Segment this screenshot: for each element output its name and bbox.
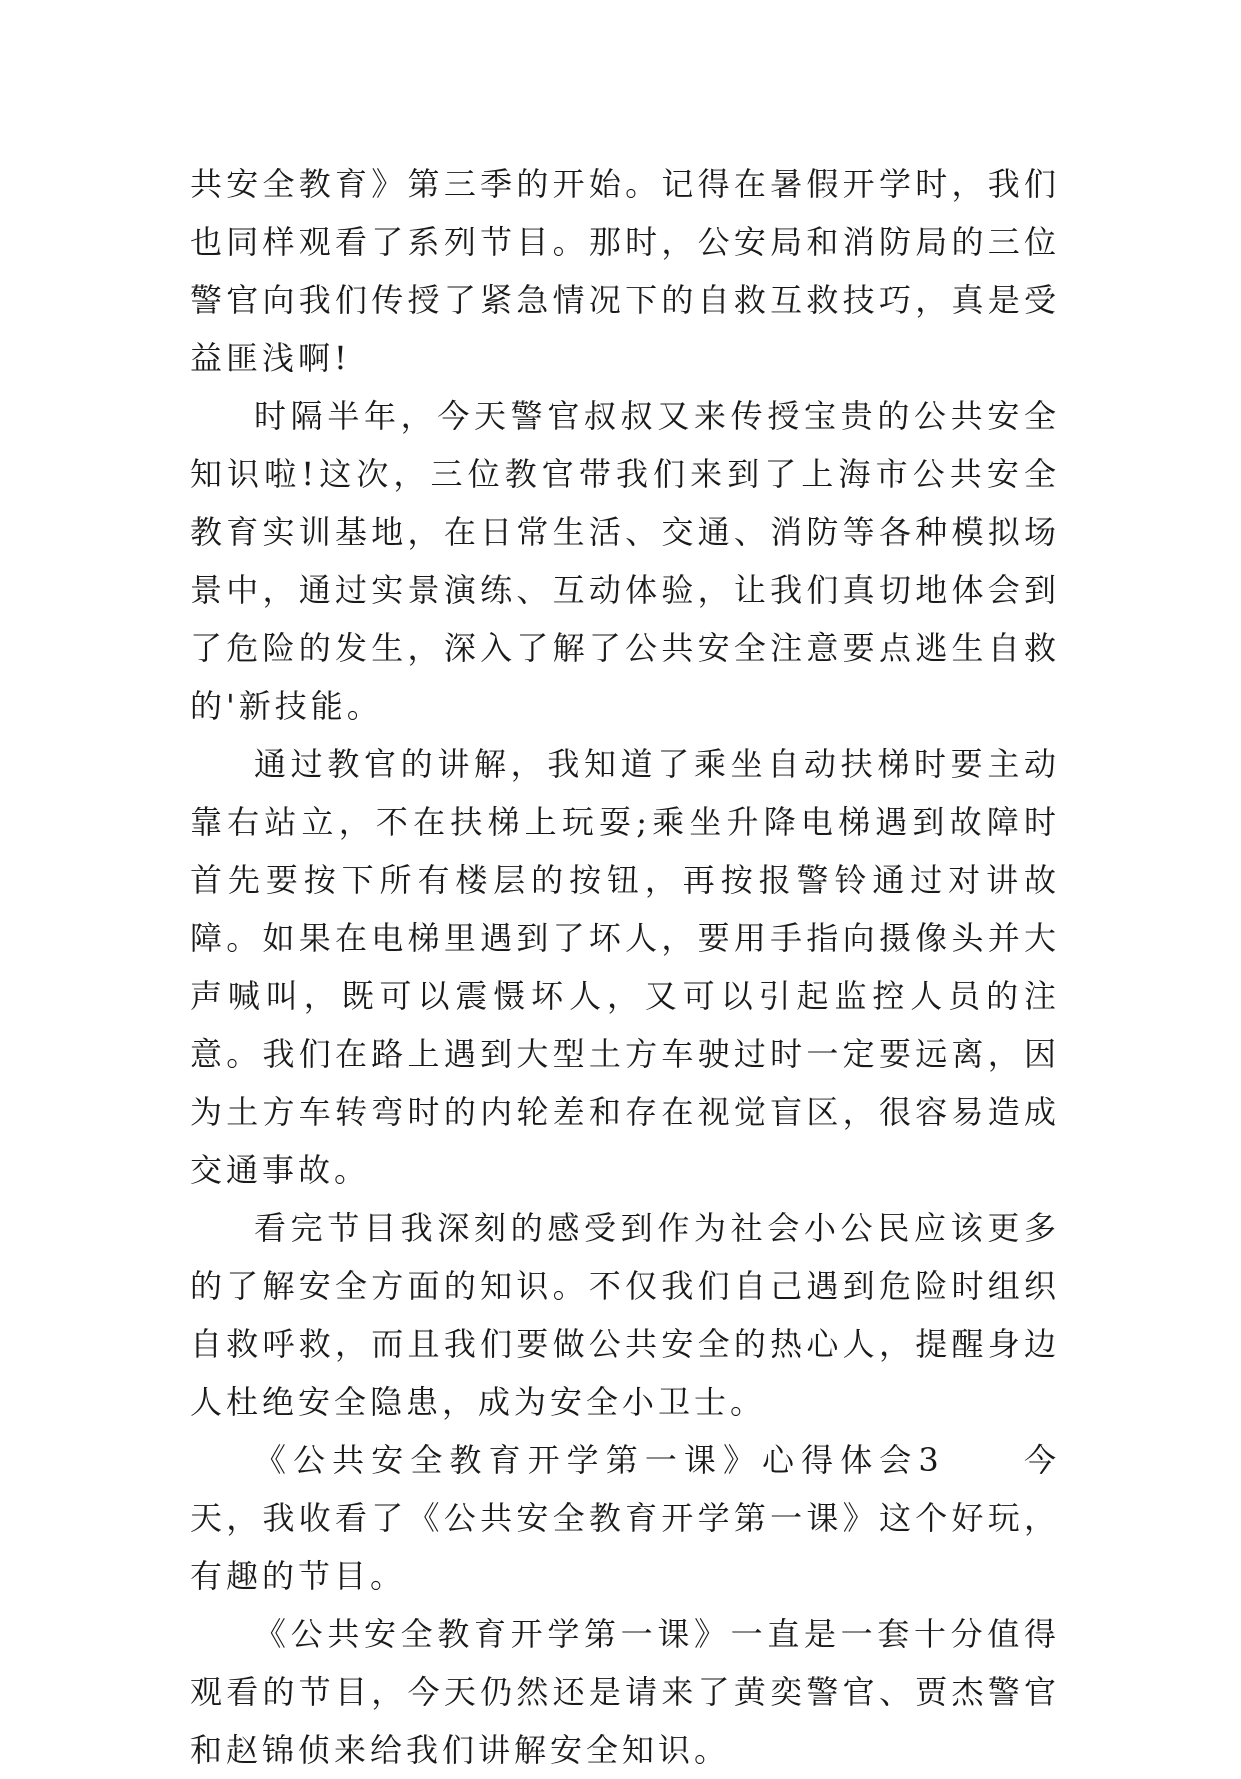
paragraph-1: 共安全教育》第三季的开始。记得在暑假开学时，我们也同样观看了系列节目。那时，公安局和消防局的三位警官向我们传授了紧急情况下的自救互救技巧，真是受益匪浅啊! <box>190 165 1060 377</box>
paragraph-3: 通过教官的讲解，我知道了乘坐自动扶梯时要主动靠右站立，不在扶梯上玩耍;乘坐升降电梯遇到故障时首先要按下所有楼层的按钮，再按报警铃通过对讲故障。如果在电梯里遇到了坏人，要用手指向摄像头并大声喊叫，既可以震慑坏人，又可以引起监控人员的注意。我们在路上遇到大型土方车驶过时一定要远离，因为土方车转弯时的内轮差和存在视觉盲区，很容易造成交通事故。 <box>190 745 1060 1189</box>
paragraph-6: 《公共安全教育开学第一课》一直是一套十分值得观看的节目，今天仍然还是请来了黄奕警官、贾杰警官和赵锦侦来给我们讲解安全知识。 <box>190 1615 1060 1769</box>
paragraph-5: 《公共安全教育开学第一课》心得体会3 今天，我收看了《公共安全教育开学第一课》这个好玩，有趣的节目。 <box>190 1441 1060 1595</box>
paragraph-4: 看完节目我深刻的感受到作为社会小公民应该更多的了解安全方面的知识。不仅我们自己遇到危险时组织自救呼救，而且我们要做公共安全的热心人，提醒身边人杜绝安全隐患，成为安全小卫士。 <box>190 1209 1060 1421</box>
document-body <box>190 155 1060 1779</box>
paragraph-2: 时隔半年，今天警官叔叔又来传授宝贵的公共安全知识啦!这次，三位教官带我们来到了上海市公共安全教育实训基地，在日常生活、交通、消防等各种模拟场景中，通过实景演练、互动体验，让我们真切地体会到了危险的发生，深入了解了公共安全注意要点逃生自救的'新技能。 <box>190 397 1060 725</box>
